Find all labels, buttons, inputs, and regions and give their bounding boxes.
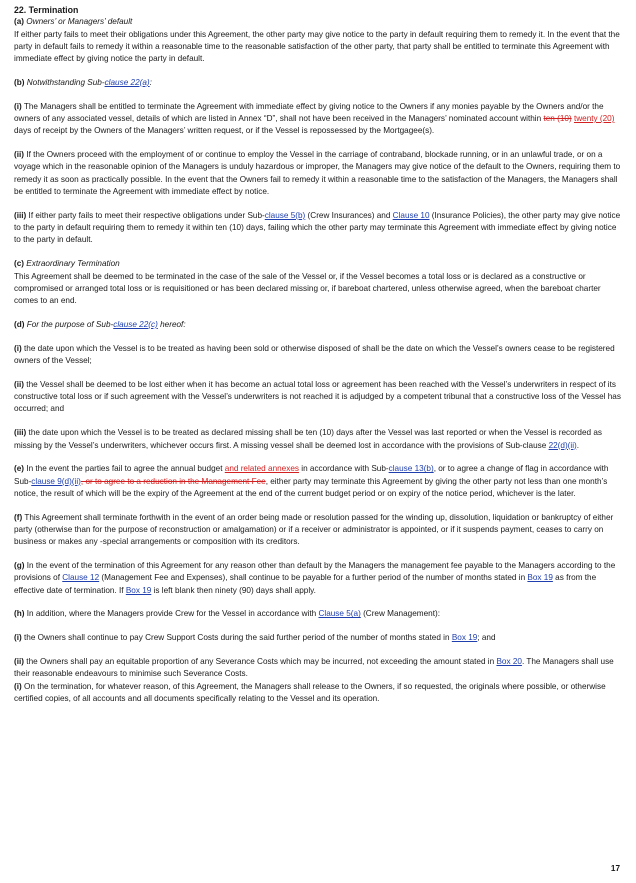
clause-e-ref2-link[interactable]: clause 9(d)(ii) [31, 476, 81, 486]
clause-d-i [14, 343, 622, 368]
clause-h-ii-label: (ii) [14, 657, 25, 667]
clause-h-ref-link[interactable]: Clause 5(a) [318, 609, 361, 619]
clause-g-ref3-link[interactable]: Box 19 [125, 585, 152, 595]
clause-d-ii-label: (ii) [14, 379, 25, 389]
clause-a-label: (a) [14, 17, 25, 27]
clause-d-iii-text-1: the date upon which the Vessel is to be treated as declared missing shall be ten (10) days after the Vessel was last reported or when the Vessel is recorded as missing by the Vessel’s underwriters, whichever occurs first. A missing vessel shall be deemed lost in accordance with the provisions of Sub-clause [14, 428, 603, 450]
clause-b-ii-text: If the Owners proceed with the employment of or continue to employ the Vessel in the carriage of contraband, blockade running, or in an unlawful trade, or on a voyage which in the reasonable opinion of the Managers is unduly hazardous or improper, the Managers may give notice of the default to the Owners, requiring them to remedy it as soon as practically possible. In the event that the Owners fail to remedy it within a reasonable time to the satisfaction of the Managers, the Managers shall be entitled to terminate the Agreement with immediate effect by notice. [14, 150, 621, 197]
clause-i [14, 681, 622, 706]
clause-d-ii [14, 379, 622, 416]
clause-h-i-text-2: ; and [477, 633, 496, 643]
clause-c-body: This Agreement shall be deemed to be terminated in the case of the sale of the Vessel or, if the Vessel becomes a total loss or is declared as a constructive or compromised or arranged total loss or is requisitioned or has been declared missing or, if bareboat chartered, unless otherwise agreed, when the bareboat charter comes to an end. [14, 271, 601, 306]
clause-a-body: If either party fails to meet their obligations under this Agreement, the other party may give notice to the party in default requiring them to remedy it. In the event that the party in default fails to remedy it within a reasonable time to the reasonable satisfaction of the other party, that party shall be entitled to terminate this Agreement with immediate effect by giving notice the party in default. [14, 29, 620, 64]
clause-i-label: (i) [14, 681, 22, 691]
clause-g [14, 560, 622, 597]
clause-e-text-2: in accordance with Sub- [298, 464, 389, 474]
clause-h [14, 608, 622, 620]
clause-b-intro [14, 77, 622, 89]
clause-b-iii-ref1-link[interactable]: clause 5(b) [264, 210, 306, 220]
clause-b-intro-tail: : [149, 77, 152, 87]
clause-h-ii [14, 656, 622, 681]
clause-d-i-label: (i) [14, 343, 22, 353]
clause-g-text-2: (Management Fee and Expenses), shall continue to be payable for a further period of the number of months stated in [99, 573, 528, 583]
clause-b-ii [14, 149, 622, 198]
clause-e-inserted: and related annexes [224, 464, 299, 474]
section-heading: 22. Termination [14, 5, 79, 15]
clause-g-ref1-link[interactable]: Clause 12 [62, 573, 100, 583]
clause-b-ii-label: (ii) [14, 150, 25, 160]
clause-i-text: On the termination, for whatever reason, of this Agreement, the Managers shall release to the Owners, if so requested, the originals where possible, or otherwise certified copies, of all accounts and all documents specifically relating to the Vessel and its operation. [14, 681, 606, 703]
clause-d-ii-text: the Vessel shall be deemed to be lost either when it has become an actual total loss or agreement has been reached with the Vessel’s underwriters in respect of its constructive total loss or if such agreement with the Vessel’s underwriters is not reached it is adjudged by a competent tribunal that a constructive loss of the Vessel has occurred; and [14, 379, 621, 414]
clause-b-iii-text-3: (Insurance Policies), the other party may give notice to the party in default requiring them to remedy it within ten (10) days, failing which the other party may terminate this Agreement with immediate effect by giving notice to the party in default. [14, 210, 621, 245]
clause-f-label: (f) [14, 512, 23, 522]
page-number: 17 [610, 863, 620, 873]
clause-b-i-inserted: twenty (20) [573, 114, 615, 124]
clause-f [14, 512, 622, 549]
clause-e-text-1: In the event the parties fail to agree the annual budget [24, 464, 225, 474]
clause-b-iii-text-1: If either party fails to meet their respective obligations under Sub- [26, 210, 265, 220]
clause-b-i-label: (i) [14, 101, 22, 111]
clause-c-label: (c) [14, 259, 25, 269]
clause-d-iii [14, 427, 622, 452]
clause-h-label: (h) [14, 609, 25, 619]
clause-h-text-2: (Crew Management): [360, 609, 440, 619]
clause-b-iii [14, 210, 622, 247]
clause-h-i [14, 632, 622, 644]
clause-d-iii-text-2: . [576, 440, 580, 450]
clause-d-intro-tail: hereof: [157, 319, 186, 329]
clause-b-iii-label: (iii) [14, 210, 27, 220]
clause-d-intro [14, 319, 622, 331]
clause-h-i-text-1: the Owners shall continue to pay Crew Support Costs during the said further period of the number of months stated in [21, 633, 452, 643]
clause-g-text-4: is left blank then ninety (90) days shall apply. [151, 585, 316, 595]
clause-b-i [14, 101, 622, 138]
clause-b-iii-ref2-link[interactable]: Clause 10 [392, 210, 430, 220]
clause-a-title [14, 16, 622, 28]
clause-g-ref2-link[interactable]: Box 19 [527, 573, 553, 583]
clause-h-text-1: In addition, where the Managers provide Crew for the Vessel in accordance with [24, 609, 319, 619]
clause-d-i-text: the date upon which the Vessel is to be treated as having been sold or otherwise disposed of shall be the date on which the Vessel’s owners cease to be registered owners of the Vessel; [14, 343, 615, 366]
clause-e-text-4: , either party may terminate this Agreement by giving the other party not less than one month’s notice, the result of which will be the expiry of the Agreement at the end of the current budget period or on expiry of the notice period, whichever is the later. [14, 476, 608, 498]
clause-a-title-text: Owners’ or Managers’ default [26, 17, 133, 27]
clause-c-title [14, 258, 622, 270]
clause-b-i-text-1: The Managers shall be entitled to terminate the Agreement with immediate effect by giving notice to the Owners if any monies payable by the Owners and/or the owners of any associated vessel, details of which are listed in Annex “D”, shall not have been received in the Managers’ nominated account within [14, 101, 604, 124]
clause-h-i-ref-link[interactable]: Box 19 [451, 633, 478, 643]
clause-c-title-text: Extraordinary Termination [26, 259, 120, 269]
clause-b-i-deleted: ten (10) [543, 114, 572, 124]
clause-d-ref-link[interactable]: clause 22(c) [113, 319, 158, 329]
clause-e-label: (e) [14, 464, 25, 474]
clause-d-intro-text: For the purpose of Sub- [26, 319, 114, 329]
clause-f-text: This Agreement shall terminate forthwith in the event of an order being made or resolution passed for the winding up, dissolution, liquidation or bankruptcy of either party (otherwise than for the purpose of reconstruction or amalgamation) or if a receiver or administrator is appointed, or if it suspends payment, ceases to carry on business or makes any -special arrangements or composition with its creditors. [14, 512, 614, 547]
clause-h-i-label: (i) [14, 633, 22, 643]
clause-h-ii-text-2: . The Managers shall use their reasonable endeavours to minimise such Severance Costs. [14, 657, 614, 679]
clause-b-ref-link[interactable]: clause 22(a) [104, 77, 150, 87]
clause-b-label: (b) [14, 77, 25, 87]
clause-e-ref1-link[interactable]: clause 13(b) [388, 464, 434, 474]
clause-d-iii-ref-link[interactable]: 22(d)(ii) [548, 440, 577, 450]
clause-e-deleted: , or to agree to a reduction in the Management Fee [80, 476, 266, 486]
clause-g-label: (g) [14, 561, 25, 571]
clause-b-iii-text-2: (Crew Insurances) and [305, 210, 393, 220]
clause-e [14, 463, 622, 500]
clause-e-text-3: , or to agree a change of flag in accordance with Sub- [14, 464, 609, 486]
clause-d-iii-label: (iii) [14, 428, 27, 438]
clause-b-i-text-2: days of receipt by the Owners of the Managers’ written request, or if the Vessel is repossessed by the Mortgagee(s). [14, 126, 435, 136]
clause-h-ii-ref-link[interactable]: Box 20 [496, 657, 522, 667]
clause-h-ii-text-1: the Owners shall pay an equitable proportion of any Severance Costs which may be incurred, not exceeding the amount stated in [24, 657, 497, 667]
clause-d-label: (d) [14, 319, 25, 329]
clause-b-intro-text: Notwithstanding Sub- [26, 77, 105, 87]
clause-g-text-3: as from the effective date of termination. If [14, 573, 597, 595]
clause-g-text-1: In the event of the termination of this Agreement for any reason other than default by the Managers the management fee payable to the Managers according to the provisions of [14, 561, 616, 583]
